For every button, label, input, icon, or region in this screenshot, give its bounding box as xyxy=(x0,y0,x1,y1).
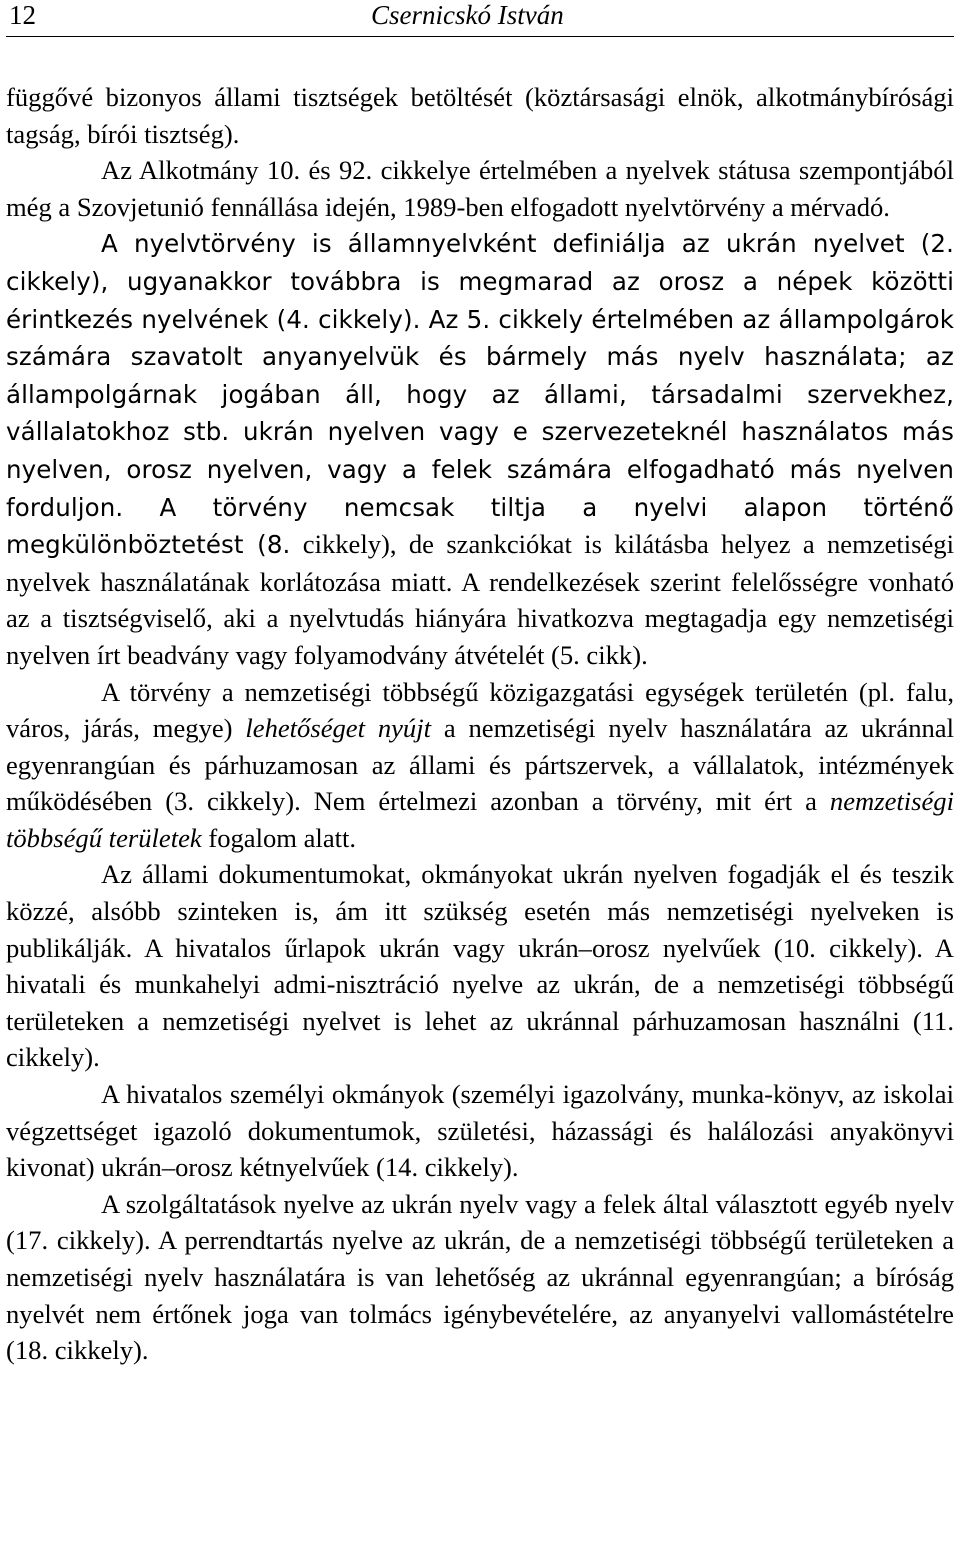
paragraph-text: a nemzetiségi nyelv használatára az ukránnal egyenrangúan és párhuzamosan az állami és pártszervek, a vállalatok, intézmények működésében (3. cikkely). Nem értelmezi azonban a törvény, mit ért a xyxy=(6,713,954,817)
body-text xyxy=(6,79,954,1369)
paragraph-text: függővé bizonyos állami tisztségek betöltését (köztársasági elnök, alkotmánybírósági tagság, bírói tisztség). xyxy=(6,82,954,149)
paragraph xyxy=(6,674,954,857)
paragraph xyxy=(6,79,954,152)
running-head-author: Csernicskó István xyxy=(371,0,564,30)
paragraph xyxy=(6,1076,954,1186)
paragraph-text: cikkely), de szankciókat is kilátásba helyez a nemzetiségi nyelvek használatának korlátozása miatt. A rendelkezések szerint felelősségre vonható az a tisztségviselő, aki a nyelvtudás hiányára hivatkozva megtagadja egy nemzetiségi nyelven írt beadvány vagy folyamodvány átvételét (5. cikk). xyxy=(6,529,954,670)
paragraph xyxy=(6,225,954,673)
paragraph-text: A törvény a nemzetiségi többségű közigazgatási egységek területén (pl. falu, város, járás, megye) xyxy=(6,676,954,744)
paragraph-text: fogalom alatt. xyxy=(201,822,357,853)
paragraph-text: Az állami dokumentumokat, okmányokat ukrán nyelven fogadják el és teszik közzé, alsóbb szinteken is, ám itt szükség esetén más nemzetiségi nyelveken is publikálják. A hivatalos űrlapok ukrán vagy ukrán–orosz nyelvűek (10. cikkely). A hivatali és munkahelyi admi-nisztráció nyelve az ukrán, de a nemzetiségi többségű területeken a nemzetiségi nyelvet is lehet az ukránnal párhuzamosan használni (11. cikkely). xyxy=(6,859,954,1073)
paragraph-text: Az Alkotmány 10. és 92. cikkelye értelmében a nyelvek státusa szempontjából még a Szovjetunió fennállása idején, 1989-ben elfogadott nyelvtörvény a mérvadó. xyxy=(6,155,954,222)
running-head xyxy=(6,0,954,37)
paragraph-text: A szolgáltatások nyelve az ukrán nyelv vagy a felek által választott egyéb nyelv (17. cikkely). A perrendtartás nyelve az ukrán, de a nemzetiségi többségű területeken a nemzetiségi nyelv használatára is van lehetőség az ukránnal egyenrangúan; a bíróság nyelvét nem értőnek joga van tolmács igénybevételére, az anyanyelvi vallomástételre (18. cikkely). xyxy=(6,1188,954,1366)
paragraph-text: A nyelvtörvény is államnyelvként definiálja az ukrán nyelvet (2. cikkely), ugyanakkor továbbra is megmarad az orosz a népek közötti érintkezés nyelvének (4. cikkely). Az 5. cikkely értelmében az állampolgárok számára szavatolt anyanyelvük és bármely más nyelv használata; az állampolgárnak jogában áll, hogy az állami, társadalmi szervekhez, vállalatokhoz stb. ukrán nyelven vagy e szervezeteknél használatos más nyelven, orosz nyelven, vagy a felek számára elfogadható más nyelven forduljon. A törvény nemcsak tiltja a nyelvi alapon történő megkülönböztetést (8. xyxy=(6,229,954,560)
paragraph xyxy=(6,856,954,1076)
paragraph-text: A hivatalos személyi okmányok (személyi igazolvány, munka-könyv, az iskolai végzettséget igazoló dokumentumok, születési, házassági és halálozási anyakönyvi kivonat) ukrán–orosz kétnyelvűek (14. cikkely). xyxy=(6,1079,954,1183)
emphasis-text: lehetőséget nyújt xyxy=(245,713,432,744)
page-number: 12 xyxy=(9,0,36,30)
emphasis-text: nemzetiségi többségű területek xyxy=(6,786,954,853)
paragraph xyxy=(6,1186,954,1369)
paragraph xyxy=(6,152,954,225)
